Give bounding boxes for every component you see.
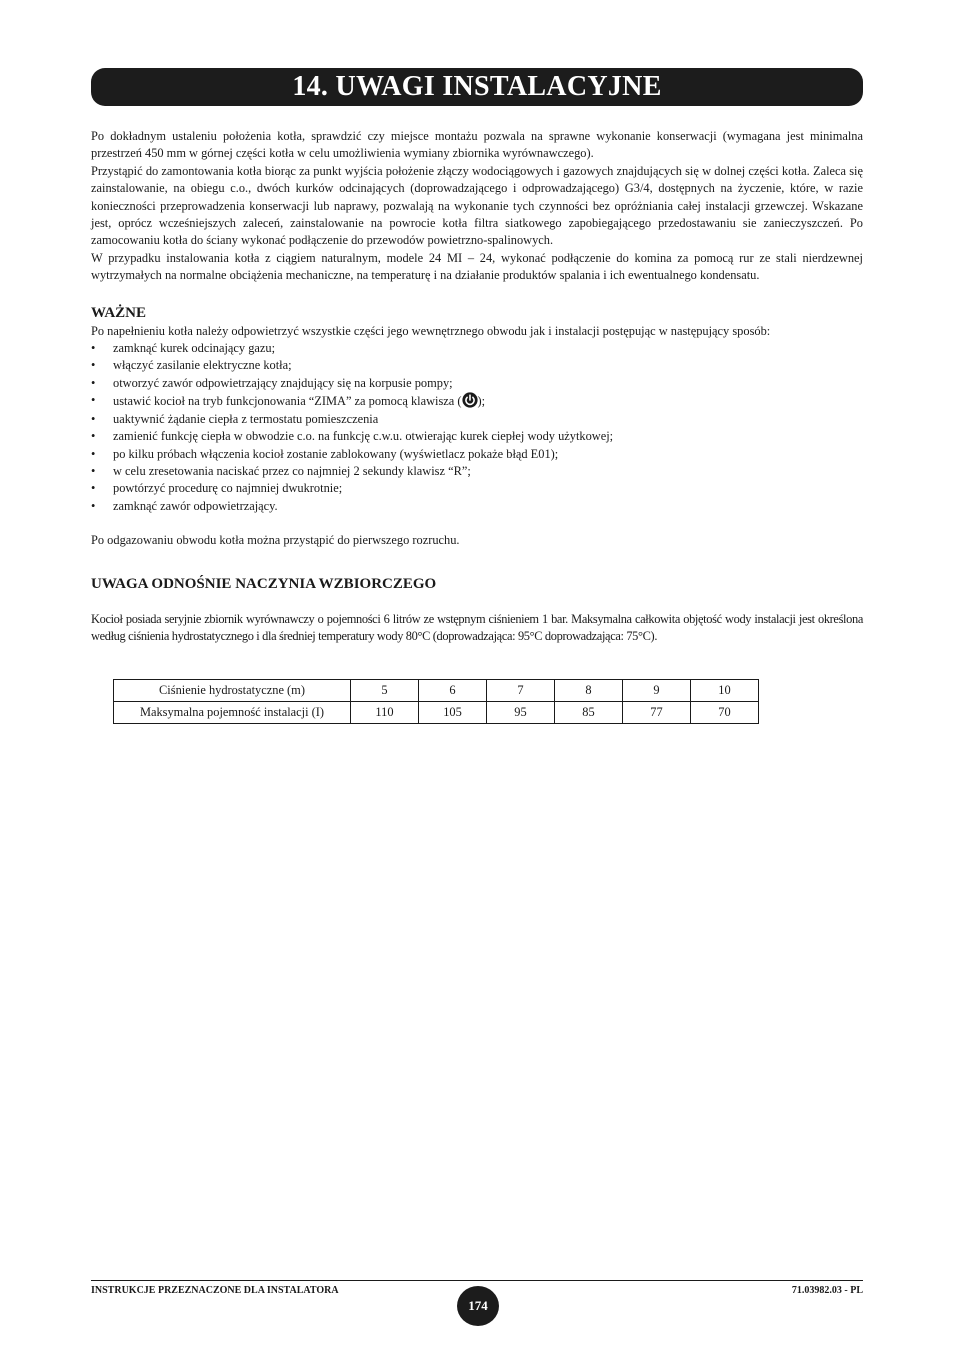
- list-item: [91, 498, 863, 515]
- table-cell: 77: [623, 702, 691, 724]
- footer-divider: [91, 1280, 863, 1281]
- intro-paragraph-2: Przystąpić do zamontowania kotła biorąc za punkt wyjścia położenie złączy wodociągowych i gazowych znajdujących się w dolnej części kotła. Zaleca się zainstalowanie, na obiegu c.o., dwóch kurków odcinających (doprowadzającego i odprowadzającego) G3/4, dostępnych na życzenie, które, w razie konieczności przeprowadzenia konserwacji lub naprawy, pozwalają na wykonanie tych czynności bez opróżniania całej instalacji grzewczej. Wskazane jest, oprócz wcześniejszych zaleceń, zainstalowanie na powrocie kotła filtra siatkowego zapobiegającego przedostawaniu sie zanieczyszczeń. Po zamocowaniu kotła do ściany wykonać podłączenie do przewodów powietrzno-spalinowych.: [91, 163, 863, 248]
- list-item-text: ustawić kocioł na tryb funkcjonowania “ZIMA” za pomocą klawisza (: [113, 394, 462, 409]
- capacity-table: [113, 679, 759, 724]
- page-number-badge: 174: [457, 1286, 499, 1326]
- footer-audience-label: INSTRUKCJE PRZEZNACZONE DLA INSTALATORA: [91, 1285, 339, 1296]
- list-item-text: otworzyć zawór odpowietrzający znajdujący się na korpusie pompy;: [113, 375, 453, 390]
- list-item-text: zamienić funkcję ciepła w obwodzie c.o. na funkcję c.w.u. otwierając kurek ciepłej wody użytkowej;: [113, 429, 614, 444]
- table-cell: 5: [351, 680, 419, 702]
- list-item-text: w celu zresetowania naciskać przez co najmniej 2 sekundy klawisz “R”;: [113, 463, 471, 478]
- section-title-bar: [91, 68, 863, 106]
- table-cell: 6: [419, 680, 487, 702]
- bullet: •: [91, 429, 96, 444]
- intro-paragraph-1: Po dokładnym ustaleniu położenia kotła, sprawdzić czy miejsce montażu pozwala na sprawne wykonanie konserwacji (wymagana jest minimalna przestrzeń 450 mm w górnej części kotła w celu umożliwienia wymiany zbiornika wyrównawczego).: [91, 129, 863, 161]
- main-content: [91, 128, 863, 645]
- list-item-text: włączyć zasilanie elektryczne kotła;: [113, 358, 292, 373]
- page-title: 14. UWAGI INSTALACYJNE: [292, 71, 662, 102]
- footer-document-code: 71.03982.03 - PL: [791, 1285, 863, 1296]
- list-item-text: po kilku próbach włączenia kocioł zostanie zablokowany (wyświetlacz pokaże błąd E01);: [113, 446, 559, 461]
- table-cell: 10: [691, 680, 759, 702]
- spacer: [91, 594, 863, 611]
- bullet: •: [91, 411, 96, 426]
- list-item: [91, 480, 863, 497]
- bullet: •: [91, 341, 96, 356]
- list-item-text: uaktywnić żądanie ciepła z termostatu pomieszczenia: [113, 411, 379, 426]
- table-cell: 8: [555, 680, 623, 702]
- table-cell: 7: [487, 680, 555, 702]
- spacer: [91, 515, 863, 532]
- list-item-suffix: );: [477, 394, 486, 409]
- table-cell: 110: [351, 702, 419, 724]
- table-cell: 95: [487, 702, 555, 724]
- bullet: •: [91, 358, 96, 373]
- expansion-vessel-heading: UWAGA ODNOŚNIE NACZYNIA WZBIORCZEGO: [91, 575, 437, 592]
- bullet: •: [91, 446, 96, 461]
- list-item: [91, 463, 863, 480]
- table-row: [114, 702, 759, 724]
- list-item: [91, 428, 863, 445]
- list-item: [91, 446, 863, 463]
- expansion-vessel-text: Kocioł posiada seryjnie zbiornik wyrównawczy o pojemności 6 litrów ze wstępnym ciśnieniem 1 bar. Maksymalna całkowita objętość wody instalacji jest określona według ciśnienia hydrostatycznego i dla średniej temperatury wody 80°C (doprowadzająca: 95°C doprowadzająca: 75°C).: [91, 611, 863, 643]
- list-item: [91, 411, 863, 428]
- list-item: [91, 392, 863, 410]
- list-item-text: zamknąć kurek odcinający gazu;: [113, 341, 276, 356]
- bullet: •: [91, 463, 96, 478]
- bullet: •: [91, 393, 96, 408]
- table-row-label: Ciśnienie hydrostatyczne (m): [114, 680, 351, 702]
- bullet: •: [91, 498, 96, 513]
- table-row: [114, 680, 759, 702]
- list-item: [91, 357, 863, 374]
- table-cell: 105: [419, 702, 487, 724]
- important-closing: Po odgazowaniu obwodu kotła można przystąpić do pierwszego rozruchu.: [91, 533, 460, 548]
- table-row-label: Maksymalna pojemność instalacji (I): [114, 702, 351, 724]
- table-cell: 70: [691, 702, 759, 724]
- bullet: •: [91, 375, 96, 390]
- power-button-icon: [462, 392, 478, 408]
- list-item: [91, 375, 863, 392]
- list-item: [91, 340, 863, 357]
- list-item-text: powtórzyć procedurę co najmniej dwukrotnie;: [113, 481, 343, 496]
- important-lead: Po napełnieniu kotła należy odpowietrzyć wszystkie części jego wewnętrznego obwodu jak i instalacji postępując w następujący sposób:: [91, 323, 771, 338]
- table-cell: 9: [623, 680, 691, 702]
- important-heading: WAŻNE: [91, 304, 147, 321]
- procedure-list: [91, 340, 863, 515]
- intro-paragraph-3: W przypadku instalowania kotła z ciągiem naturalnym, modele 24 MI – 24, wykonać podłączenie do komina za pomocą rur ze stali nierdzewnej wytrzymałych na normalne obciążenia mechaniczne, na temperaturę i na działanie produktów spalania i ich ewentualnego kondensatu.: [91, 250, 863, 283]
- table-cell: 85: [555, 702, 623, 724]
- list-item-text: zamknąć zawór odpowietrzający.: [113, 498, 278, 513]
- bullet: •: [91, 481, 96, 496]
